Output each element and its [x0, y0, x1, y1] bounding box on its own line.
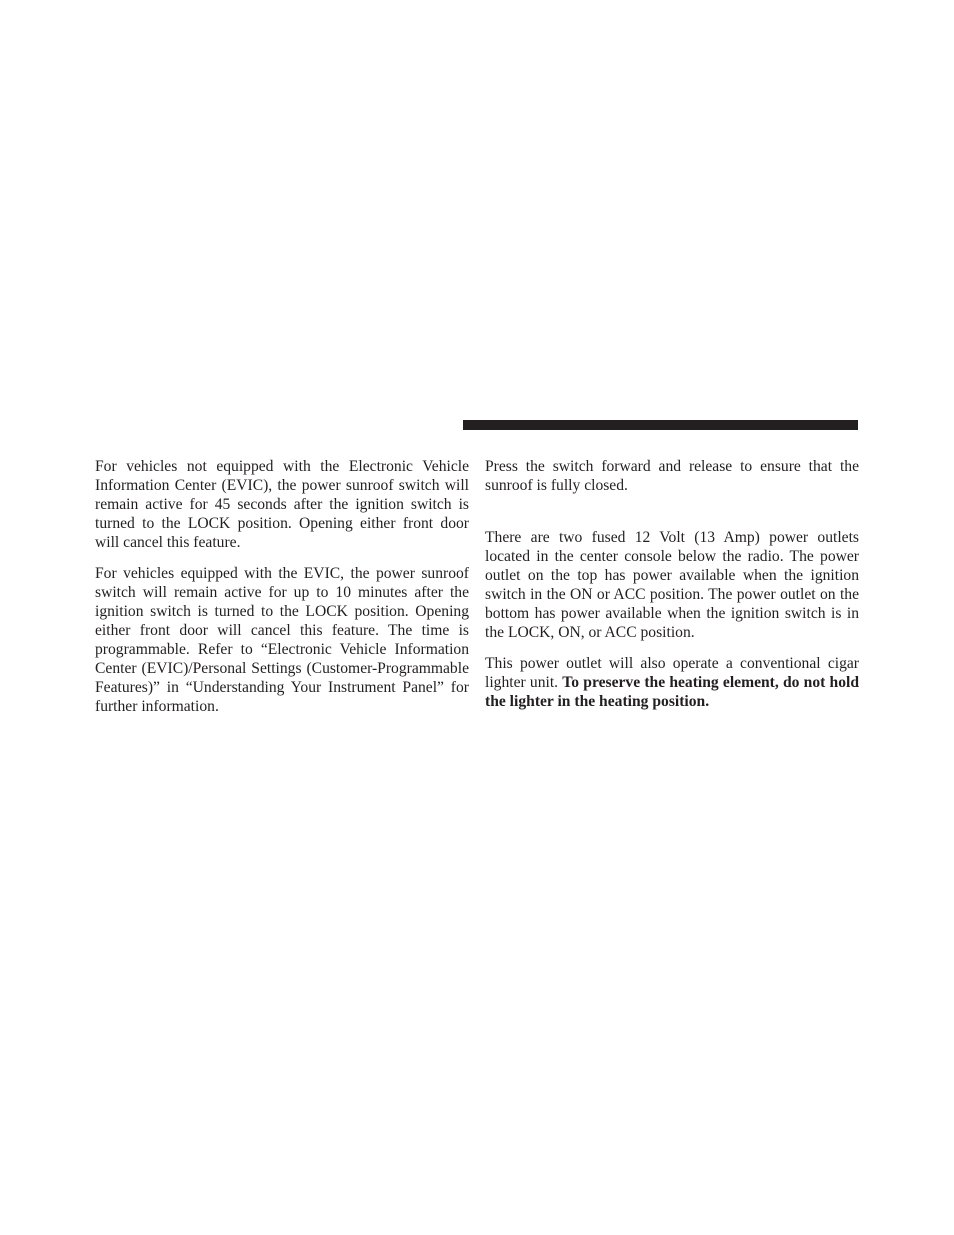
paragraph-cigar-lighter — [485, 654, 859, 711]
paragraph-sunroof-close: Press the switch forward and release to ensure that the sunroof is fully closed. — [485, 458, 859, 494]
section-header-bar — [463, 420, 858, 430]
section-gap — [485, 507, 859, 528]
left-column — [95, 457, 469, 728]
right-column — [485, 457, 859, 723]
cigar-lighter-text: This power outlet will also operate a conventional cigar lighter unit. — [485, 655, 859, 691]
paragraph-sunroof-evic: For vehicles equipped with the EVIC, the power sunroof switch will remain active for up to 10 minutes after the ignition switch is turned to the LOCK position. Opening either front door will cancel this feature. The time is programmable. Refer to “Electronic Vehicle Information Center (EVIC)/Personal Settings (Customer-Programmable Features)” in “Understanding Your Instrument Panel” for further information. — [95, 565, 469, 715]
cigar-lighter-warning: To preserve the heating element, do not hold the lighter in the heating position. — [485, 674, 860, 710]
paragraph-power-outlets: There are two fused 12 Volt (13 Amp) power outlets located in the center console below the radio. The power outlet on the top has power available when the ignition switch in the ON or ACC position. The power outlet on the bottom has power available when the ignition switch is in the LOCK, ON, or ACC position. — [485, 529, 859, 641]
paragraph-sunroof-no-evic: For vehicles not equipped with the Electronic Vehicle Information Center (EVIC), the power sunroof switch will remain active for 45 seconds after the ignition switch is turned to the LOCK position. Opening either front door will cancel this feature. — [95, 458, 469, 551]
